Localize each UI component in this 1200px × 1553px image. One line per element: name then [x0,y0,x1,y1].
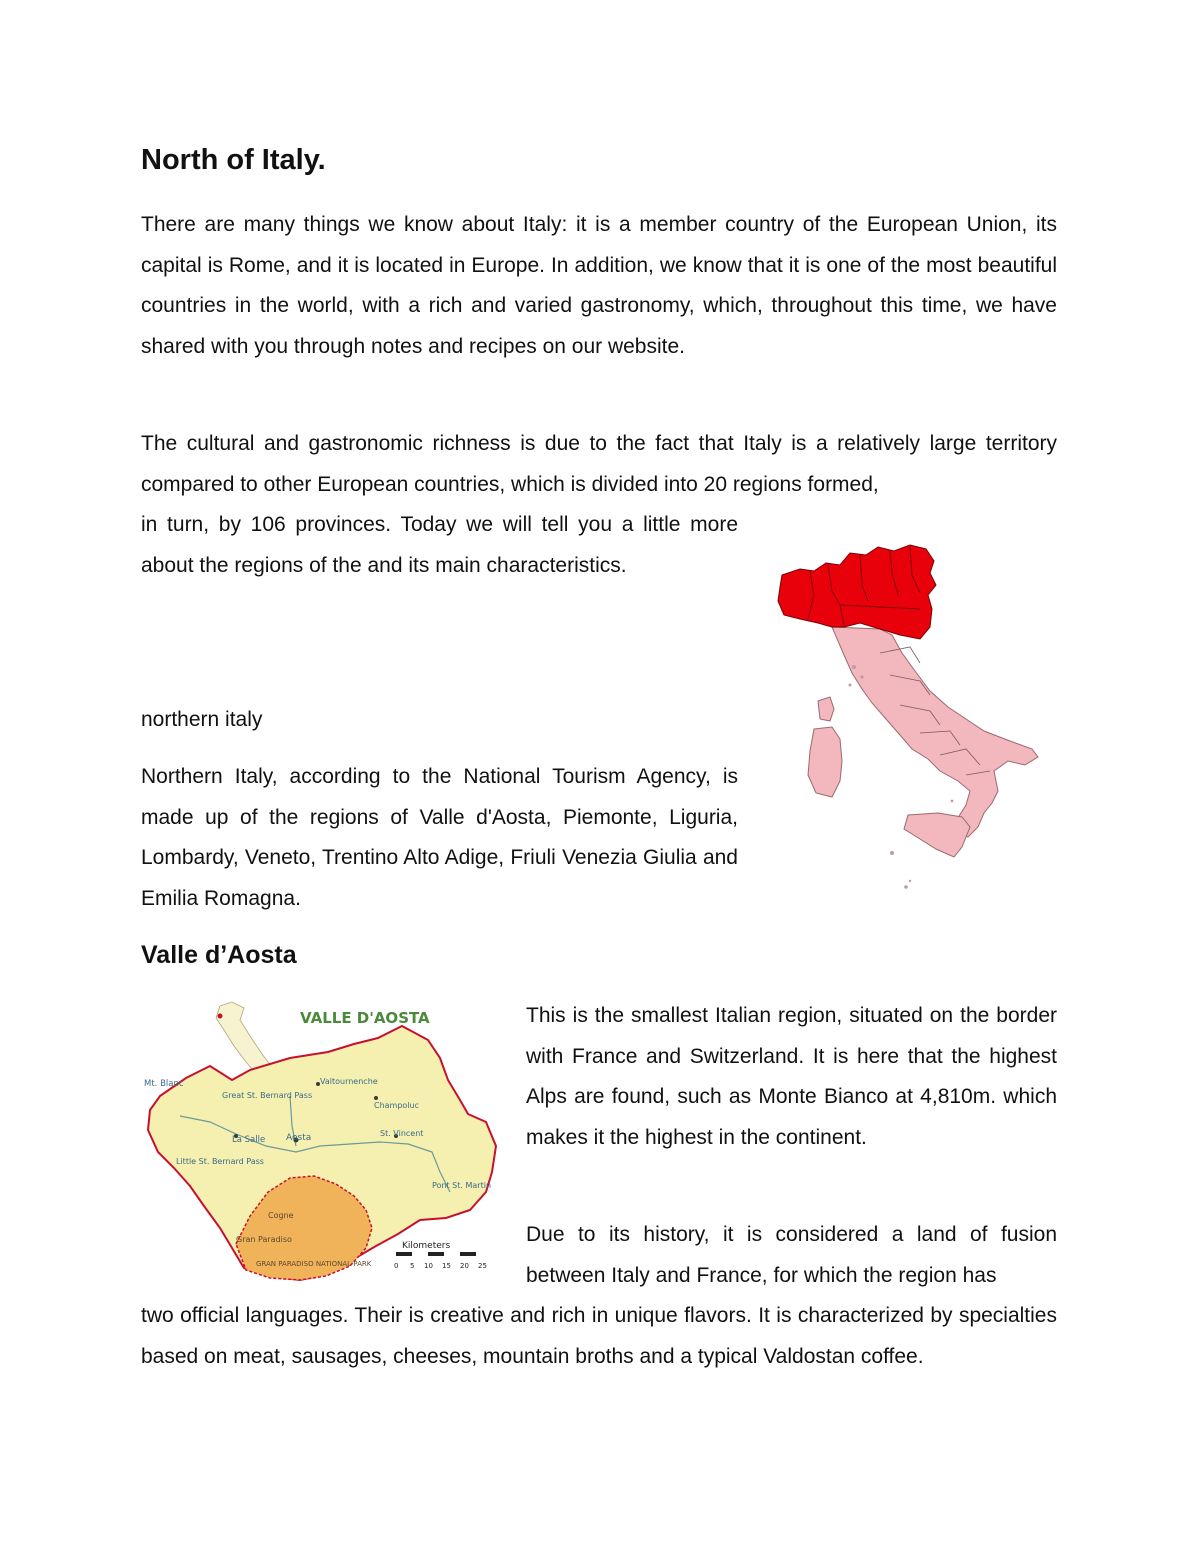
map-label-saint-vincent: St. Vincent [380,1129,424,1138]
corsica-shape [818,697,834,721]
scale-tick: 0 [394,1262,399,1270]
scale-tick: 15 [442,1262,451,1270]
map-label-aosta: Aosta [286,1133,312,1143]
map-label-valtournenche: Valtournenche [320,1077,378,1086]
valle-daosta-paragraph-1: This is the smallest Italian region, situated on the border with France and Switzerland. It is here that the highest Alps are found, such as Monte Bianco at 4,810m. which makes it the highest in the continent. [526,1004,1057,1149]
map-label-cogne: Cogne [268,1211,294,1220]
map-label-la-salle: La Salle [232,1135,266,1145]
map-label-champoluc: Champoluc [374,1101,420,1110]
aosta-map-title: VALLE D'AOSTA [300,1009,430,1027]
map-scale-label: Kilometers [402,1241,451,1251]
sicily-shape [904,813,970,857]
map-label-park: GRAN PARADISO NATIONAL PARK [256,1260,372,1268]
map-label-mont-blanc: Mt. Blanc [144,1079,184,1089]
map-scale-ticks [394,1262,487,1270]
map-label-gran-paradiso: Gran Paradiso [236,1235,292,1244]
map-scale-bar [396,1241,492,1256]
northern-italy-shape [778,545,936,639]
italy-regions-map-image [770,535,1050,895]
map-label-pont-st-martin: Pont St. Martin [432,1181,492,1190]
page-title: North of Italy. [141,144,326,176]
northern-italy-label: northern italy [141,708,263,731]
scale-tick: 25 [478,1262,487,1270]
scale-tick: 5 [410,1262,415,1270]
valle-daosta-paragraph-2-top: Due to its history, it is considered a land of fusion between Italy and France, for which the region has [526,1223,1057,1287]
scale-tick: 20 [460,1262,469,1270]
sardinia-shape [808,727,842,797]
valle-daosta-paragraph-2-bottom: two official languages. Their is creative and rich in unique flavors. It is characterized by specialties based on meat, sausages, cheeses, mountain broths and a typical Valdostan coffee. [141,1304,1057,1368]
intro-paragraph: There are many things we know about Italy: it is a member country of the European Union, its capital is Rome, and it is located in Europe. In addition, we know that it is one of the most beautiful countries in the world, with a rich and varied gastronomy, which, throughout this time, we have shared with you through notes and recipes on our website. [141,213,1057,358]
valle-daosta-map-image [140,996,510,1296]
regions-paragraph-top: The cultural and gastronomic richness is due to the fact that Italy is a relatively large territory compared to other European countries, which is divided into 20 regions formed, [141,432,1057,496]
map-label-great-st-bernard: Great St. Bernard Pass [222,1091,313,1100]
scale-tick: 10 [424,1262,433,1270]
map-label-little-st-bernard: Little St. Bernard Pass [176,1157,264,1166]
northern-italy-paragraph: Northern Italy, according to the National Tourism Agency, is made up of the regions of Valle d'Aosta, Piemonte, Liguria, Lombardy, Veneto, Trentino Alto Adige, Friuli Venezia Giulia and Emilia Romagna. [141,765,738,910]
section-heading-valle-daosta: Valle d’Aosta [141,941,297,969]
regions-paragraph-bottom: in turn, by 106 provinces. Today we will tell you a little more about the regions of the and its main characteristics. [141,513,738,577]
